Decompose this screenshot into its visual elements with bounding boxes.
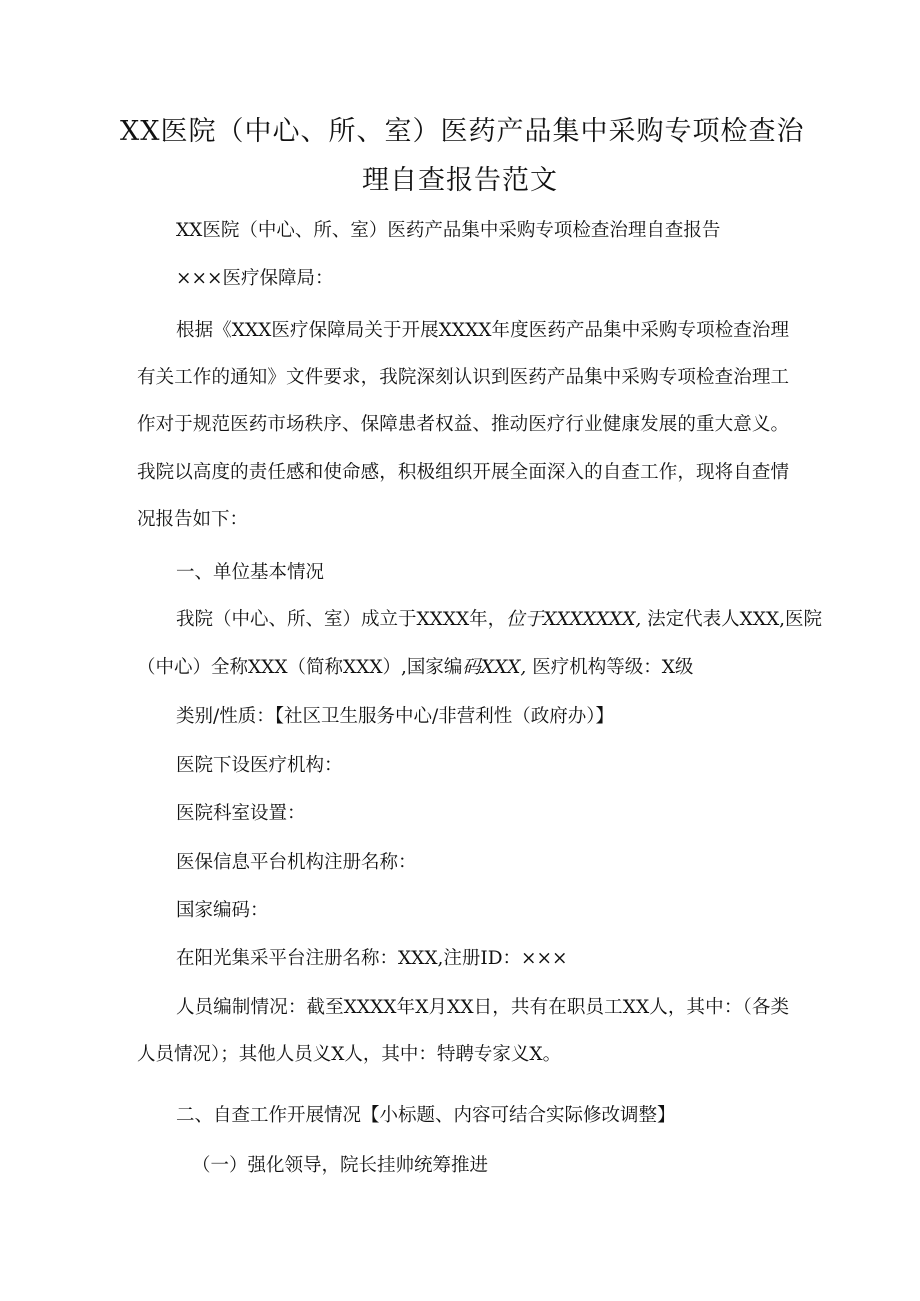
basic-info-text: 我院（中心、所、室）成立于XXXX年， xyxy=(176,609,507,630)
section-2-heading: 二、自查工作开展情况【小标题、内容可结合实际修改调整】 xyxy=(176,1105,676,1126)
national-code: 国家编码： xyxy=(176,900,269,921)
sub-institutions: 医院下设医疗机构： xyxy=(176,755,343,776)
basic-info-code: 码XXX, xyxy=(462,657,527,678)
document-title-line-1: XX医院（中心、所、室）医药产品集中采购专项检查治 xyxy=(120,116,805,147)
basic-info-level: 医疗机构等级：X级 xyxy=(526,657,694,678)
section-2-subheading-1: （一）强化领导，院长挂帅统筹推进 xyxy=(192,1155,489,1176)
addressee: ×××医疗保障局： xyxy=(176,268,334,289)
basic-info-line-2 xyxy=(137,655,797,681)
basic-info-location: 位于XXXXXXX, xyxy=(506,609,642,630)
sunshine-platform-registration: 在阳光集采平台注册名称：XXX,注册ID：××× xyxy=(176,948,568,969)
department-settings: 医院科室设置： xyxy=(176,803,306,824)
intro-paragraph: 根据《XXX医疗保障局关于开展XXXX年度医药产品集中采购专项检查治理有关工作的通知》文件要求，我院深刻认识到医药产品集中采购专项检查治理工作对于规范医药市场秩序、保障患者权益、推动医疗行业健康发展的重大意义。我院以高度的责任感和使命感，积极组织开展全面深入的自查工作，现将自查情况报告如下： xyxy=(137,320,789,530)
insurance-platform-name: 医保信息平台机构注册名称： xyxy=(176,852,417,873)
basic-info-line-1 xyxy=(176,607,823,633)
basic-info-fullname: （中心）全称XXX（简称XXX）,国家编 xyxy=(137,657,463,678)
report-subtitle: XX医院（中心、所、室）医药产品集中采购专项检查治理自查报告 xyxy=(176,220,721,241)
category-nature: 类别/性质：【社区卫生服务中心/非营利性（政府办）】 xyxy=(176,706,614,727)
staffing-paragraph: 人员编制情况：截至XXXX年X月XX日，共有在职员工XX人，其中：（各类人员情况）；其他人员义X人，其中：特聘专家义X。 xyxy=(137,997,789,1066)
document-title-line-2: 理自查报告范文 xyxy=(362,165,558,196)
basic-info-representative: 法定代表人XXX,医院 xyxy=(641,609,823,630)
section-1-heading: 一、单位基本情况 xyxy=(176,562,325,583)
